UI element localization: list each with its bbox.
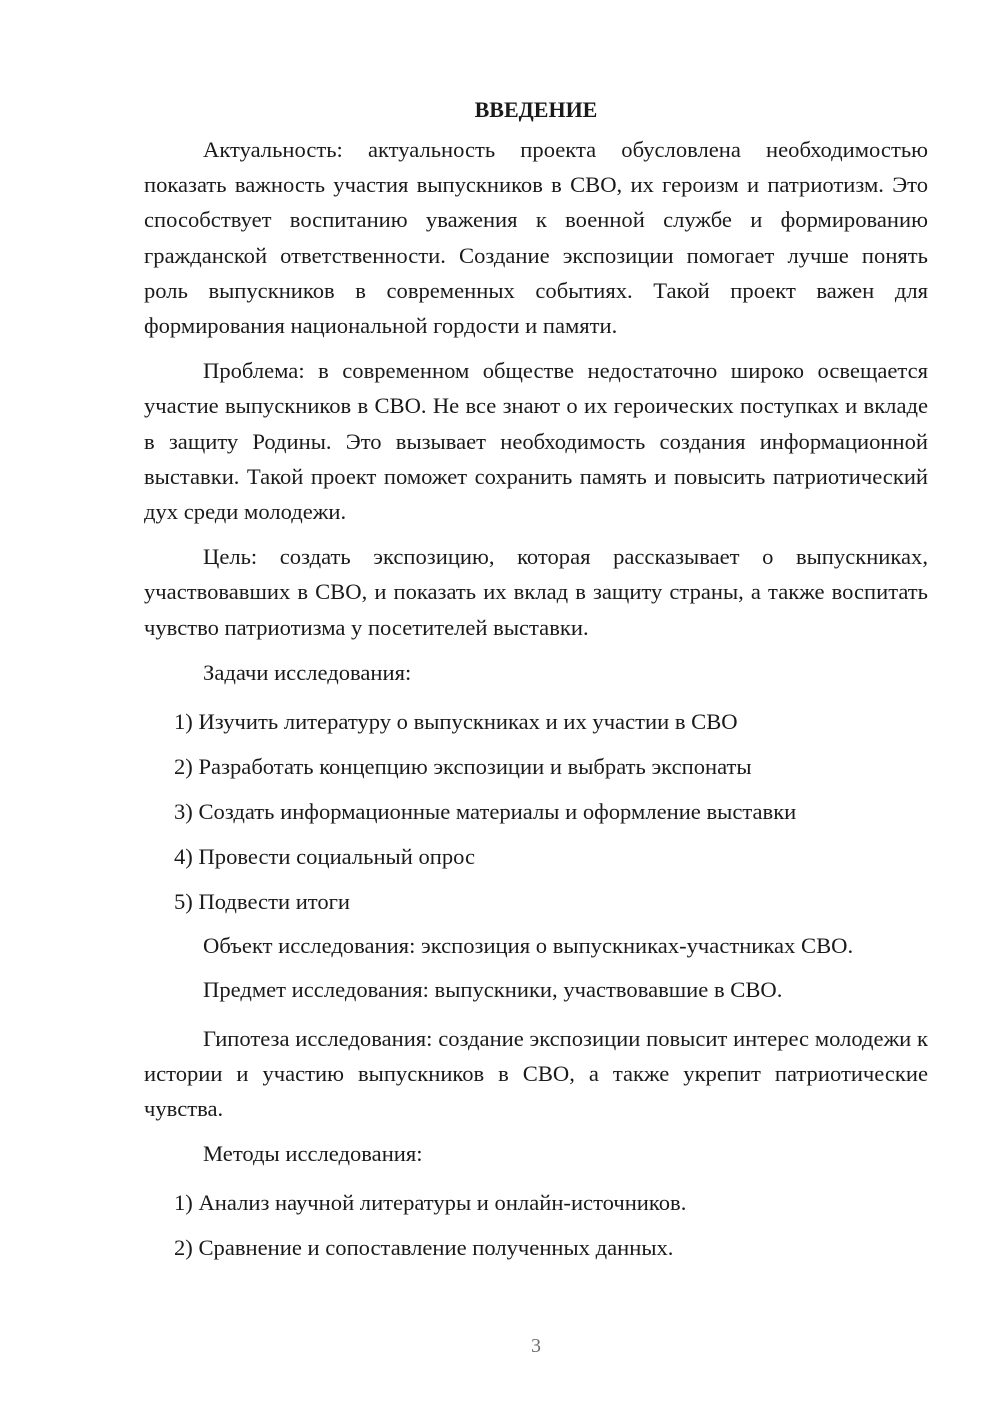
object-line: Объект исследования: экспозиция о выпускниках-участниках СВО.	[203, 932, 854, 958]
subject-line: Предмет исследования: выпускники, участвовавшие в СВО.	[203, 976, 783, 1002]
page-number: 3	[531, 1335, 541, 1357]
task-item: 5) Подвести итоги	[174, 888, 351, 914]
relevance-paragraph: Актуальность: актуальность проекта обусловлена необходимостью показать важность участия выпускников в СВО, их героизм и патриотизм. Это способствует воспитанию уважения к военной службе и формированию гражданской ответственности. Создание экспозиции помогает лучше понять роль выпускников в современных событиях. Такой проект важен для формирования национальной гордости и памяти.	[144, 137, 928, 339]
problem-paragraph: Проблема: в современном обществе недостаточно широко освещается участие выпускников в СВО. Не все знают о их героических поступках и вкладе в защиту Родины. Это вызывает необходимость создания информационной выставки. Такой проект поможет сохранить память и повысить патриотический дух среди молодежи.	[144, 358, 928, 525]
page-title: ВВЕДЕНИЕ	[474, 97, 598, 122]
task-item: 1) Изучить литературу о выпускниках и их участии в СВО	[174, 708, 738, 734]
method-item: 1) Анализ научной литературы и онлайн-источников.	[174, 1190, 687, 1216]
methods-heading: Методы исследования:	[203, 1141, 423, 1167]
tasks-list	[144, 704, 928, 919]
method-item: 2) Сравнение и сопоставление полученных данных.	[174, 1235, 674, 1261]
page-content	[144, 92, 928, 1275]
task-item: 2) Разработать концепцию экспозиции и выбрать экспонаты	[174, 753, 752, 779]
methods-list	[144, 1185, 928, 1265]
task-item: 3) Создать информационные материалы и оформление выставки	[174, 798, 797, 824]
tasks-heading: Задачи исследования:	[203, 659, 412, 685]
hypothesis-paragraph: Гипотеза исследования: создание экспозиции повысит интерес молодежи к истории и участию выпускников в СВО, а также укрепит патриотические чувства.	[144, 1025, 928, 1122]
goal-paragraph: Цель: создать экспозицию, которая рассказывает о выпускниках, участвовавших в СВО, и показать их вклад в защиту страны, а также воспитать чувство патриотизма у посетителей выставки.	[144, 544, 928, 640]
task-item: 4) Провести социальный опрос	[174, 843, 476, 869]
